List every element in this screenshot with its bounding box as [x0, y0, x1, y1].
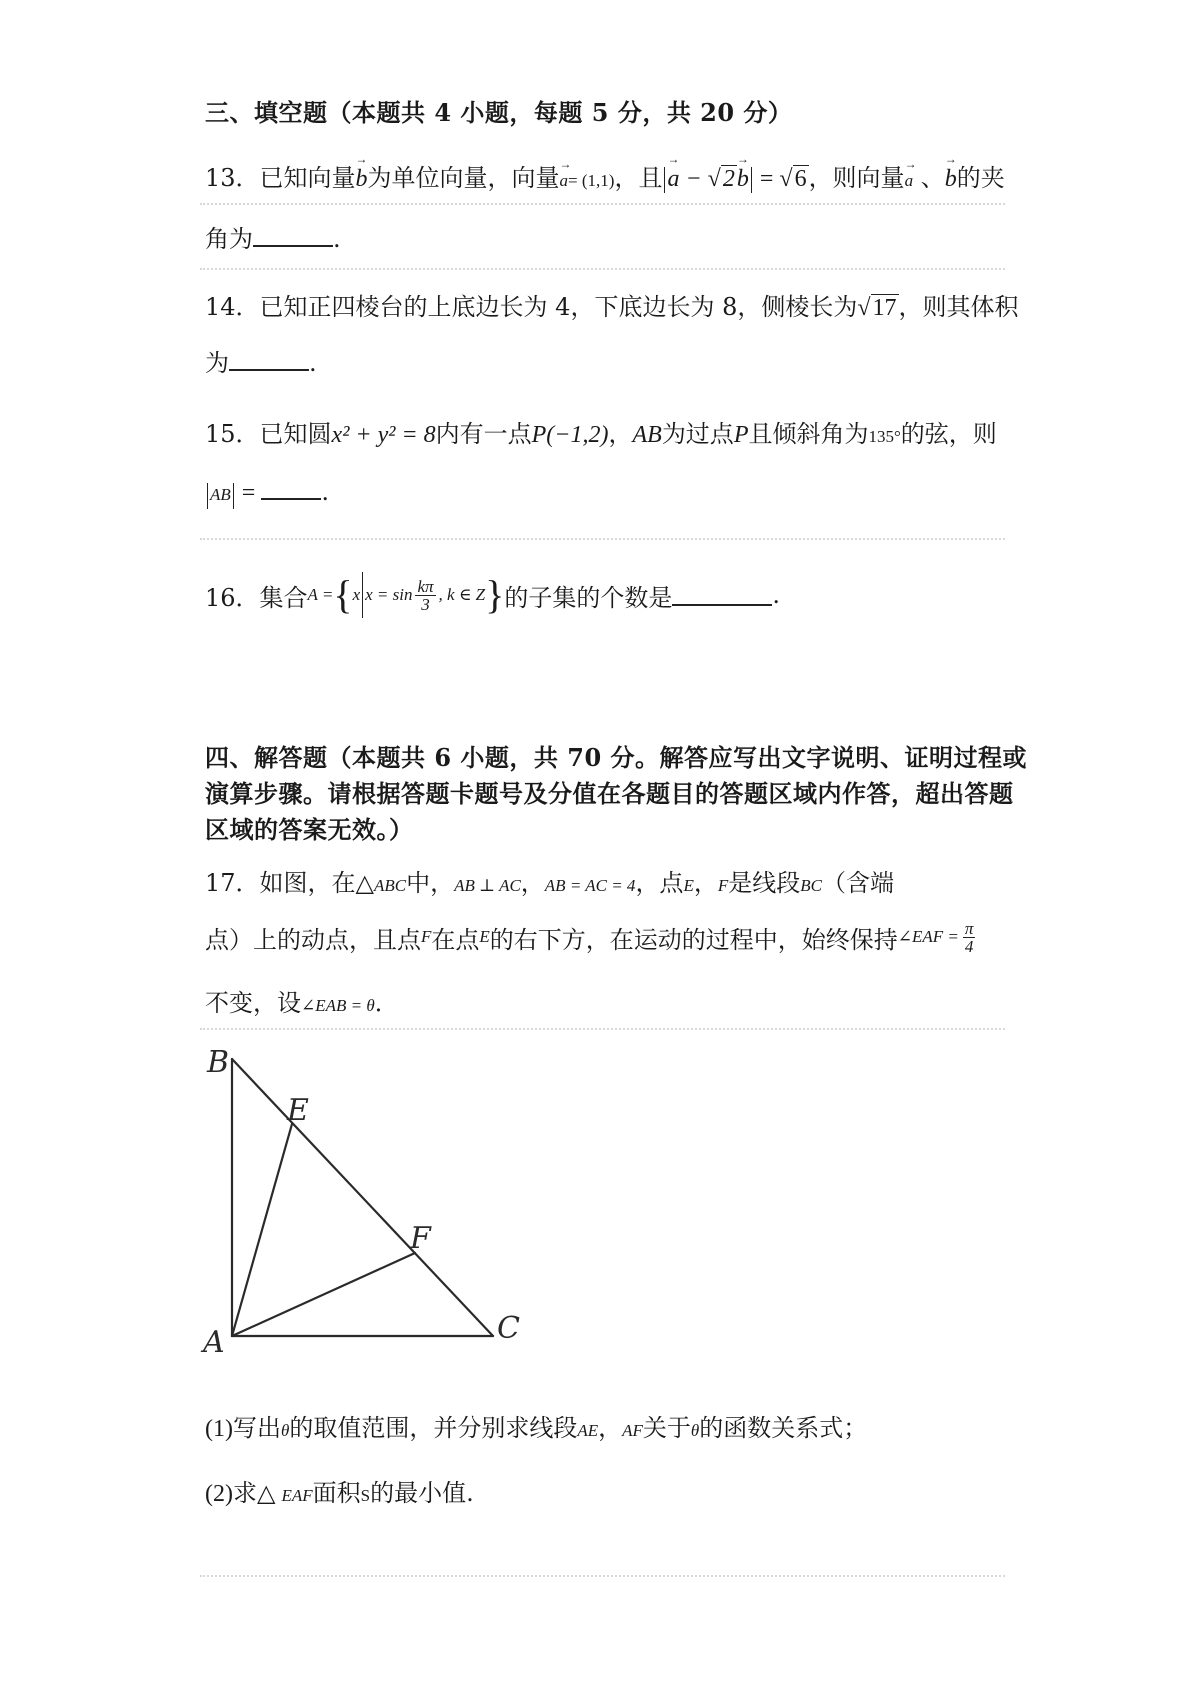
fraction-pi-over-4: $\frac{\pi}{4}$ [964, 918, 974, 956]
question-15-line-1: 15．已知圆x² + y² = 8内有一点P(−1,2)，AB为过点P且倾斜角为135°的弦，则 [205, 420, 997, 448]
fraction-k-pi-over-3: $\frac{k\pi}{3}$ [417, 576, 434, 614]
label-b: B [207, 1045, 230, 1080]
dotted-divider [200, 538, 1005, 540]
section-3-heading: 三、填空题（本题共 4 小题，每题 5 分，共 20 分） [205, 98, 793, 127]
vector-a: → a [560, 171, 569, 191]
answer-blank-16[interactable] [672, 584, 772, 606]
question-13-line-2: 角为 . [205, 225, 341, 253]
segment-ae [232, 1124, 292, 1336]
question-14-line-2: 为 . [205, 349, 317, 377]
label-e: E [287, 1093, 309, 1128]
circle-equation: x² + y² = 8 [331, 422, 436, 448]
sqrt-17: √17 [857, 295, 897, 321]
question-13-line-1: 13．已知向量→ b为单位向量，向量→ a= (1,1)，且→ a − √2→ b = √6，则向量→ a 、→ b的夹 [205, 158, 1005, 193]
question-16: 16． 集合 A = { x x = sin $\frac{k\pi}{3}$ , k ∈ Z } 的子集的个数是 . [205, 572, 780, 617]
question-number: 14． [205, 293, 260, 321]
dotted-divider [200, 203, 1005, 205]
segment-af [232, 1253, 415, 1336]
magnitude-expression: → a − √2→ b [662, 166, 753, 192]
triangle-figure [195, 1040, 565, 1360]
question-17-part-1: (1)写出θ的取值范围，并分别求线段AE，AF关于θ的函数关系式； [205, 1414, 868, 1442]
label-f: F [410, 1221, 431, 1256]
answer-blank-13[interactable] [253, 225, 333, 247]
question-17-line-3: 不变，设∠EAB = θ． [205, 989, 399, 1017]
label-a: A [203, 1325, 225, 1360]
section-4-heading-line-1: 四、解答题（本题共 6 小题，共 70 分。解答应写出文字说明、证明过程或 [205, 743, 1028, 772]
point-p: P(−1,2) [531, 422, 609, 448]
sqrt-6: √6 [779, 166, 807, 192]
answer-blank-15[interactable] [261, 478, 321, 500]
question-number: 15． [205, 420, 260, 448]
dotted-divider [200, 1575, 1005, 1577]
section-4-heading-line-2: 演算步骤。请根据答题卡题号及分值在各题目的答题区域内作答，超出答题 [205, 779, 1014, 808]
question-number: 16． [205, 583, 260, 612]
answer-blank-14[interactable] [229, 349, 309, 371]
angle-135: 135° [868, 427, 901, 446]
question-14-line-1: 14．已知正四棱台的上底边长为 4，下底边长为 8，侧棱长为√17，则其体积 [205, 293, 1019, 321]
question-number: 13． [205, 164, 260, 192]
abs-ab: AB [205, 485, 236, 504]
question-17-line-1: 17．如图，在△ABC中，AB ⊥ AC，AB = AC = 4，点E，F是线段BC（含端 [205, 869, 894, 897]
section-4-heading-line-3: 区域的答案无效。） [205, 815, 414, 844]
question-17-part-2: (2)求△ EAF面积S的最小值. [205, 1479, 474, 1507]
label-c: C [497, 1311, 520, 1346]
dotted-divider [200, 268, 1005, 270]
question-number: 17． [205, 869, 260, 897]
question-17-line-2: 点）上的动点，且点 F 在点 E 的右下方，在运动的过程中，始终保持 ∠EAF = $\frac{\pi}{4}$ [205, 918, 974, 956]
dotted-divider [200, 1028, 1005, 1030]
question-15-line-2: AB = . [205, 478, 329, 509]
vector-b: → b [356, 166, 368, 193]
